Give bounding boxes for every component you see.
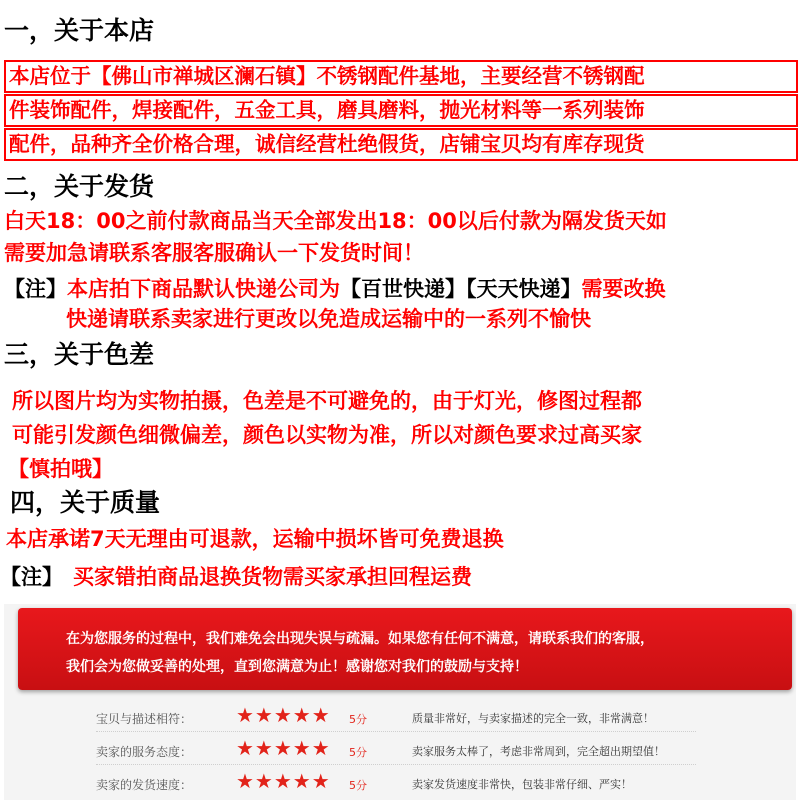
rating-comment: 质量非常好，与卖家描述的完全一致，非常满意！ — [412, 712, 654, 725]
rating-row — [4, 770, 796, 798]
rating-label: 宝贝与描述相符： — [96, 712, 193, 726]
section-title-quality: 四，关于质量 — [10, 488, 161, 517]
banner-message-line-2: 我们会为您做妥善的处理，直到您满意为止！感谢您对我们的鼓励与支持！ — [66, 659, 528, 675]
row-divider — [96, 731, 696, 732]
shop-intro-line-1: 本店位于【佛山市禅城区澜石镇】不锈钢配件基地，主要经营不锈钢配 — [4, 60, 798, 93]
star-rating-icon: ★★★★★ — [236, 769, 331, 793]
shipping-line-2: 需要加急请联系客服客服确认一下发货时间！ — [4, 241, 424, 265]
rating-score: 5分 — [349, 779, 367, 792]
note-prefix: 【注】 — [4, 277, 67, 301]
banner-message-line-1: 在为您服务的过程中，我们难免会出现失误与疏漏。如果您有任何不满意，请联系我们的客服， — [66, 631, 654, 647]
rating-comment: 卖家服务太棒了，考虑非常周到，完全超出期望值！ — [412, 745, 665, 758]
star-rating-icon: ★★★★★ — [236, 736, 331, 760]
note-courier-names: 【百世快递】【天天快递】 — [340, 277, 582, 301]
shop-intro-line-3: 配件，品种齐全价格合理，诚信经营杜绝假货，店铺宝贝均有库存现货 — [4, 128, 798, 161]
rating-score: 5分 — [349, 746, 367, 759]
rating-score: 5分 — [349, 713, 367, 726]
quality-note-text: 买家错拍商品退换货物需买家承担回程运费 — [73, 565, 472, 589]
rating-row — [4, 704, 796, 732]
quality-line: 本店承诺7天无理由可退款，运输中损坏皆可免费退换 — [6, 527, 504, 551]
row-divider — [96, 764, 696, 765]
shop-intro-line-2: 件装饰配件，焊接配件，五金工具，磨具磨料，抛光材料等一系列装饰 — [4, 94, 798, 127]
shipping-note-line-2: 快递请联系卖家进行更改以免造成运输中的一系列不愉快 — [66, 307, 591, 331]
section-title-shipping: 二，关于发货 — [4, 172, 155, 201]
quality-note-prefix: 【注】 — [0, 565, 63, 589]
rating-label: 卖家的服务态度： — [96, 745, 193, 759]
shipping-note-line-1 — [4, 276, 666, 303]
service-banner — [4, 604, 796, 800]
star-rating-icon: ★★★★★ — [236, 703, 331, 727]
color-diff-line-1: 所以图片均为实物拍摄，色差是不可避免的，由于灯光，修图过程都 — [12, 389, 642, 413]
section-title-color-diff: 三，关于色差 — [4, 340, 155, 369]
color-diff-line-2: 可能引发颜色细微偏差，颜色以实物为准，所以对颜色要求过高买家 — [12, 423, 642, 447]
color-diff-line-3: 【慎拍哦】 — [8, 457, 113, 481]
banner-message-box — [18, 608, 792, 690]
rating-row — [4, 737, 796, 765]
note-default-courier-text: 本店拍下商品默认快递公司为 — [67, 277, 340, 301]
section-title-shop: 一，关于本店 — [4, 16, 155, 45]
rating-comment: 卖家发货速度非常快，包装非常仔细、严实！ — [412, 778, 632, 791]
rating-label: 卖家的发货速度： — [96, 778, 193, 792]
note-change-text: 需要改换 — [581, 277, 666, 301]
quality-note — [0, 564, 472, 591]
shipping-line-1: 白天18：00之前付款商品当天全部发出18：00以后付款为隔发货天如 — [4, 209, 667, 233]
